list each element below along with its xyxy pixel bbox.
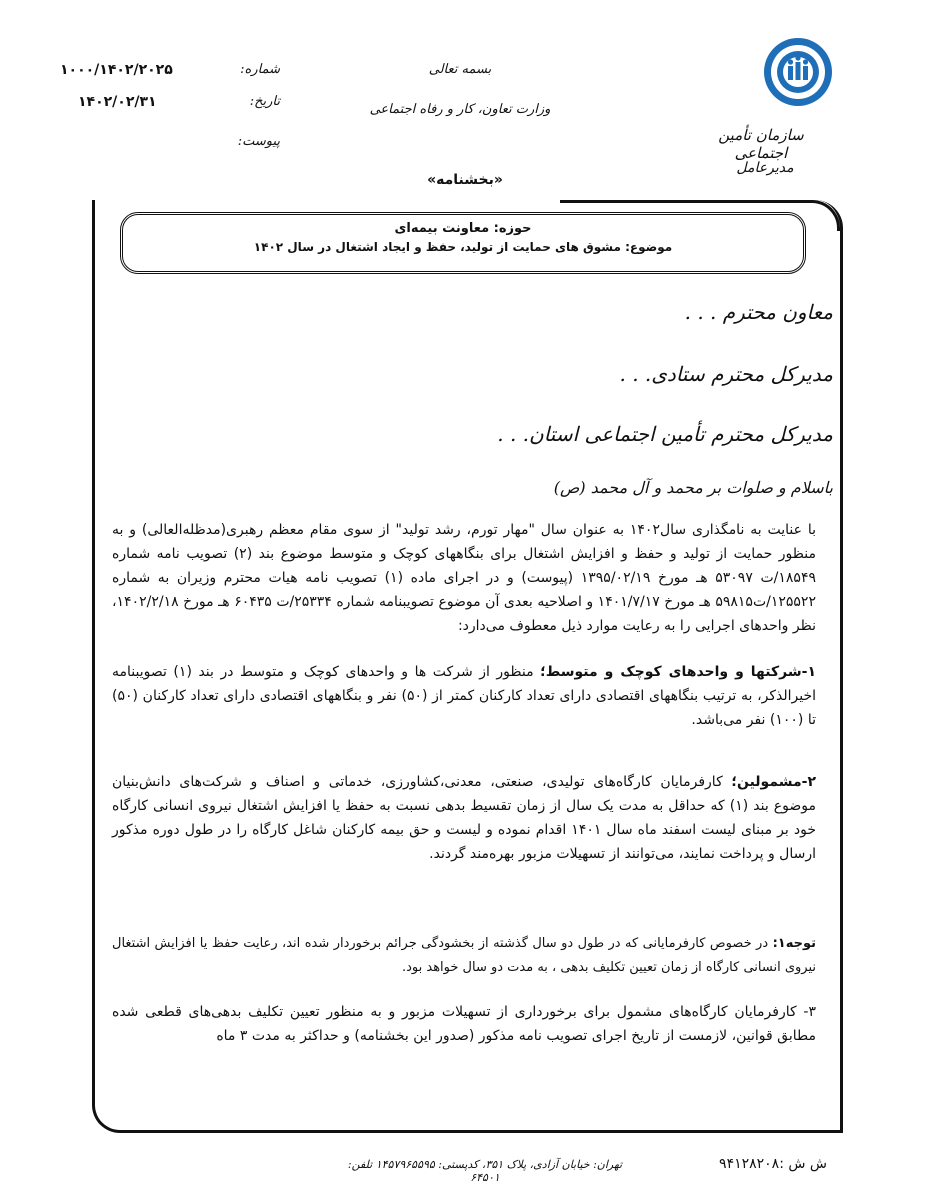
footer-id: ش ش :۹۴۱۲۸۲۰۸ — [719, 1156, 827, 1172]
organization-subtitle: مدیرعامل — [736, 160, 794, 176]
item-1-paragraph — [112, 660, 816, 732]
note-text: در خصوص کارفرمایانی که در طول دو سال گذشته از بخشودگی جرائم برخوردار شده اند، رعایت حفظ یا افزایش اشتغال نیروی انسانی کارگاه از زمان تعیین تکلیف بدهی ، به مدت دو سال خواهد بود. — [112, 936, 816, 975]
addressee-3: مدیرکل محترم تأمین اجتماعی استان. . . — [497, 422, 833, 446]
date-row — [60, 94, 280, 116]
item-1-text: منظور از شرکت ها و واحدهای کوچک و متوسط در بند (۱) تصویبنامه اخیرالذکر، به ترتیب بنگاههای اقتصادی دارای تعداد کارکنان کمتر از (۵۰) نفر و بنگاههای اقتصادی دارای تعداد کارکنان (۵۰) تا (۱۰۰) نفر می‌باشد. — [112, 664, 816, 728]
bismillah: بسمه تعالی — [428, 62, 492, 77]
circular-heading: «بخشنامه» — [427, 172, 503, 188]
ministry-name: وزارت تعاون، کار و رفاه اجتماعی — [369, 102, 551, 117]
letter-number: ۱۰۰۰/۱۴۰۲/۲۰۲۵ — [60, 62, 173, 78]
note-title: توجه۱: — [772, 936, 816, 951]
item-2-number: ۲- — [801, 774, 816, 790]
subject-title: موضوع: مشوق های حمایت از تولید، حفظ و ایجاد اشتغال در سال ۱۴۰۲ — [253, 240, 673, 254]
subject-box — [120, 212, 806, 274]
item-3-paragraph: ۳- کارفرمایان کارگاه‌های مشمول برای برخورداری از تسهیلات مزبور و به منظور تعیین تکلیف بدهی‌های قطعی شده مطابق قوانین، لازمست از تاریخ اجرای تصویب نامه مذکور (صدور این بخشنامه) و حداکثر به مدت ۳ ماه — [112, 1004, 816, 1044]
footer-address: تهران: خیابان آزادی، پلاک ۳۵۱، کدپستی: ۱۴۵۷۹۶۵۵۹۵ تلفن: ۶۴۵۰۱ — [347, 1158, 623, 1184]
item-1-title: شرکتها و واحدهای کوچک و متوسط؛ — [540, 664, 802, 680]
item-1-number: ۱- — [801, 664, 816, 680]
item-2-title: مشمولین؛ — [731, 774, 802, 790]
letter-date: ۱۴۰۲/۰۲/۳۱ — [78, 94, 157, 110]
date-label: تاریخ: — [249, 94, 280, 109]
subject-domain: حوزه: معاونت بیمه‌ای — [394, 221, 532, 236]
organization-name: سازمان تأمین اجتماعی — [718, 126, 804, 162]
addressee-1: معاون محترم . . . — [684, 300, 833, 324]
number-row — [60, 62, 280, 84]
intro-paragraph: با عنایت به نامگذاری سال۱۴۰۲ به عنوان سال "مهار تورم، رشد تولید" از سوی مقام معظم رهبری(مدظله‌العالی) و به منظور حمایت از تولید و حفظ و افزایش اشتغال برای بنگاههای کوچک و متوسط موضوع بند (۲) تصویب نامه شماره ۱۸۵۴۹/ت ۵۳۰۹۷ هـ مورخ ۱۳۹۵/۰۲/۱۹ (پیوست) و در اجرای ماده (۱) تصویب نامه هیات محترم وزیران به شماره ۱۲۵۵۲۲/ت۵۹۸۱۵ هـ مورخ ۱۴۰۱/۷/۱۷ و اصلاحیه بعدی آن موضوع تصویبنامه شماره ۲۵۳۳۴/ت ۶۰۴۳۵ هـ مورخ ۱۴۰۲/۲/۱۸، نظر واحدهای اجرایی را به رعایت موارد ذیل معطوف می‌دارد: — [112, 522, 816, 634]
number-label: شماره: — [240, 62, 280, 77]
greeting: باسلام و صلوات بر محمد و آل محمد (ص) — [553, 478, 833, 497]
item-2-paragraph — [112, 770, 816, 866]
item-2-text: کارفرمایان کارگاه‌های تولیدی، صنعتی، معدنی،کشاورزی، خدماتی و اصناف و شرکت‌های دانش‌بنیان موضوع بند (۱) که حداقل به مدت یک سال از زمان تقسیط بدهی نسبت به حفظ یا افزایش اشتغال نیروی انسانی کارگاه خود بر مبنای لیست اسفند ماه سال ۱۴۰۱ اقدام نموده و لیست و حق بیمه کارکنان شاغل کارگاه را در طول دوره مذکور ارسال و پرداخت نمایند، می‌توانند از تسهیلات مزبور بهره‌مند گردند. — [112, 774, 816, 862]
attachment-label: پیوست: — [237, 134, 280, 149]
attachment-row — [60, 134, 280, 156]
organization-logo — [762, 36, 834, 108]
addressee-2: مدیرکل محترم ستادی. . . — [619, 362, 833, 386]
note-paragraph — [112, 932, 816, 980]
